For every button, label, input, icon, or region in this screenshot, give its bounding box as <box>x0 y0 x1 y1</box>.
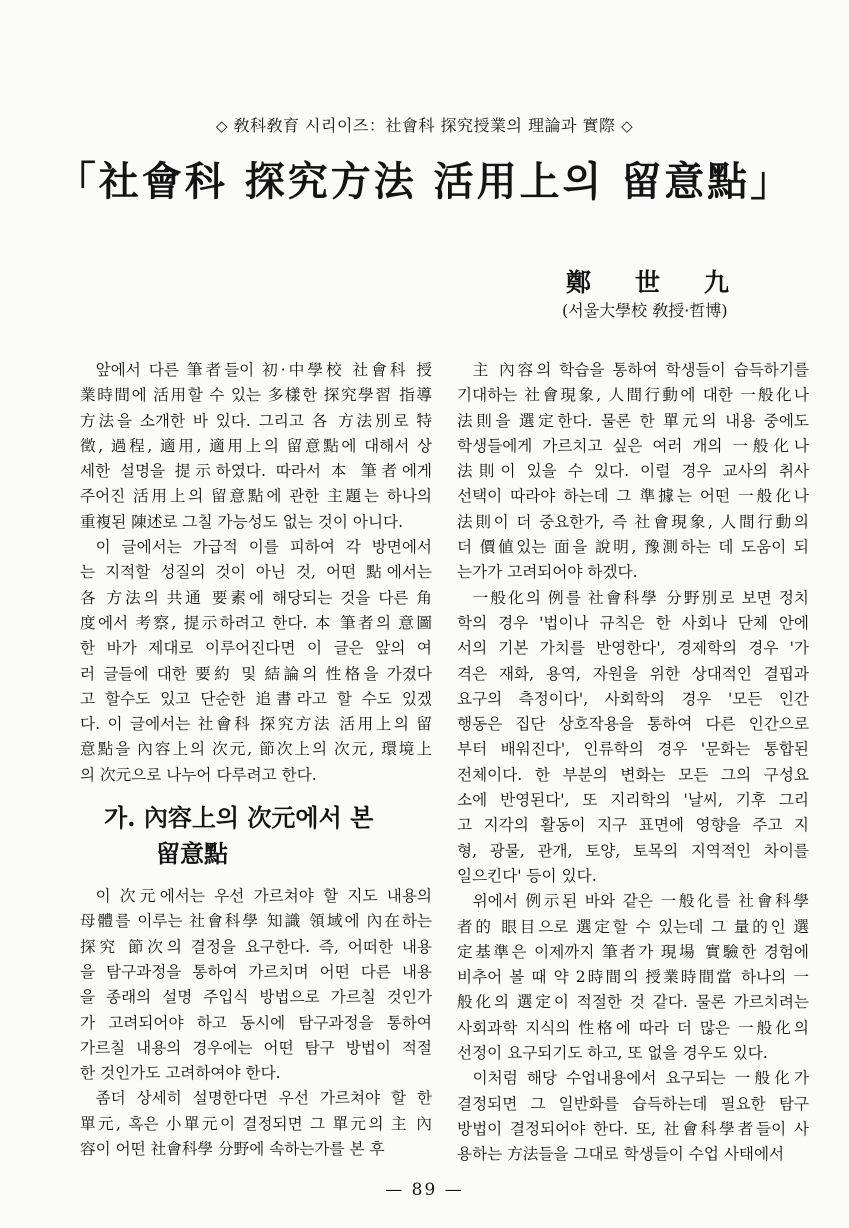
text-line: 주어진 活用上의 留意點에 관한 主題는 하나의 <box>80 487 432 506</box>
paragraph <box>457 358 809 586</box>
section-heading <box>80 800 432 872</box>
text-line: 학생들에게 가르치고 싶은 여러 개의 一般化나 <box>457 436 809 455</box>
text-line: 한 것인가도 고려하여야 한다. <box>80 1064 281 1083</box>
text-line: 학의 경우 '법이나 규칙은 한 사회나 단체 안에 <box>457 613 809 632</box>
text-line: 方法을 소개한 바 있다. 그리고 各 方法別로 特 <box>80 411 432 430</box>
paragraph <box>457 586 809 890</box>
text-line: 徵, 過程, 適用, 適用上의 留意點에 대해서 상 <box>80 436 432 455</box>
text-line: 고 지각의 활동이 지구 표면에 영향을 주고 지 <box>457 816 809 835</box>
section-heading-line2: 留意點 <box>156 839 228 869</box>
text-line: 러 글들에 대한 要約 및 結論의 性格을 가졌다 <box>80 664 432 683</box>
text-line: 결정되면 그 일반화를 습득하는데 필요한 탐구 <box>457 1094 809 1113</box>
text-line: 의 次元으로 나누어 다루려고 한다. <box>80 765 317 784</box>
text-line: 定基準은 이제까지 筆者가 現場 實驗한 경험에 <box>457 942 809 961</box>
paragraph <box>80 358 432 535</box>
text-line: 서의 기본 가치를 반영한다', 경제학의 경우 '가 <box>457 639 809 658</box>
author-name: 鄭世九 <box>566 268 774 297</box>
paragraph <box>80 1086 432 1162</box>
text-line: 般化의 選定이 적절한 것 같다. 물론 가르치려는 <box>457 993 809 1012</box>
page-number: — 89 — <box>385 1180 464 1200</box>
text-line: 法則이 있을 수 있다. 이럴 경우 교사의 취사 <box>457 462 809 481</box>
text-line: 容이 어떤 社會科學 分野에 속하는가를 본 후 <box>80 1140 385 1159</box>
text-line: 을 종래의 설명 주입식 방법으로 가르칠 것인가 <box>80 988 432 1007</box>
text-line: 各 方法의 共通 要素에 해당되는 것을 다른 角 <box>80 588 432 607</box>
diamond-icon: ◇ <box>621 117 634 135</box>
paragraph <box>80 884 432 1086</box>
series-text: 敎科敎育 시리이즈：社會科 探究授業의 理論과 實際 <box>233 116 616 135</box>
text-line: 重複된 陳述로 그칠 가능성도 없는 것이 아니다. <box>80 512 404 531</box>
text-line: 더 價値있는 面을 說明, 豫測하는 데 도움이 되 <box>457 538 809 557</box>
section-heading-line1: 가. 內容上의 次元에서 본 <box>104 803 374 833</box>
text-line: 전체이다. 한 부분의 변화는 모든 그의 구성요 <box>457 765 809 784</box>
text-line: 는가가 고려되어야 하겠다. <box>457 563 638 582</box>
text-line: 이 글에서는 가급적 이를 피하여 각 방면에서 <box>95 538 432 557</box>
text-line: 고 할수도 있고 단순한 追書라고 할 수도 있겠 <box>80 689 432 708</box>
text-line: 度에서 考察, 提示하려고 한다. 本 筆者의 意圖 <box>80 613 432 632</box>
text-line: 방법이 결정되어야 한다. 또, 社會科學者들이 사 <box>457 1119 809 1138</box>
text-line: 가 고려되어야 하고 동시에 탐구과정을 통하여 <box>80 1013 432 1032</box>
text-line: 일으킨다' 등이 있다. <box>457 866 597 885</box>
left-column <box>80 358 432 1162</box>
text-line: 행동은 집단 상호작용을 통하여 다른 인간으로 <box>457 715 809 734</box>
text-line: 사회과학 지식의 性格에 따라 더 많은 一般化의 <box>457 1018 809 1037</box>
text-line: 主 內容의 학습을 통하여 학생들이 습득하기를 <box>472 361 809 379</box>
text-line: 이 次元에서는 우선 가르쳐야 할 지도 내용의 <box>95 887 432 906</box>
text-line: 이처럼 해당 수업내용에서 요구되는 一般化가 <box>472 1069 809 1088</box>
text-line: 소에 반영된다', 또 지리학의 '날씨, 기후 그리 <box>457 791 809 810</box>
paragraph <box>80 535 432 788</box>
text-line: 一般化의 例를 社會科學 分野別로 보면 정치 <box>472 588 809 607</box>
text-line: 다. 이 글에서는 社會科 探究方法 活用上의 留 <box>80 715 432 734</box>
text-line: 격은 재화, 용역, 자원을 위한 상대적인 결핍과 <box>457 664 809 683</box>
series-line <box>0 113 849 136</box>
text-line: 는 지적할 성질의 것이 아닌 것, 어떤 點에서는 <box>80 563 432 582</box>
text-line: 을 탐구과정을 통하여 가르치며 어떤 다른 내용 <box>80 962 432 981</box>
text-line: 母體를 이루는 社會科學 知識 領域에 內在하는 <box>80 912 432 931</box>
text-line: 형, 광물, 관개, 토양, 토목의 지역적인 차이를 <box>457 841 809 860</box>
text-line: 용하는 方法들을 그대로 학생들이 수업 사태에서 <box>457 1145 785 1164</box>
text-line: 비추어 볼 때 약 2時間의 授業時間當 하나의 一 <box>457 968 809 987</box>
text-line: 業時間에 活用할 수 있는 多樣한 探究學習 指導 <box>80 386 432 405</box>
paragraph <box>457 1066 809 1167</box>
text-line: 세한 설명을 提示하였다. 따라서 本 筆者에게 <box>80 462 432 481</box>
text-line: 意點을 內容上의 次元, 節次上의 次元, 環境上 <box>80 740 432 759</box>
paragraph <box>457 889 809 1066</box>
text-line: 가르칠 내용의 경우에는 어떤 탐구 방법이 적절 <box>80 1038 432 1057</box>
text-line: 선택이 따라야 하는데 그 準據는 어떤 一般化나 <box>457 487 809 506</box>
text-line: 法則을 選定한다. 물론 한 單元의 내용 중에도 <box>457 411 809 430</box>
text-line: 부터 배워진다', 인류학의 경우 '문화는 통합된 <box>457 740 809 759</box>
text-line: 좀더 상세히 설명한다면 우선 가르쳐야 할 한 <box>95 1089 432 1108</box>
text-line: 위에서 例示된 바와 같은 一般化를 社會科學 <box>472 892 809 911</box>
text-line: 기대하는 社會現象, 人間行動에 대한 一般化나 <box>457 386 809 405</box>
author-affiliation: (서울大學校 敎授·哲博) <box>562 301 728 320</box>
text-line: 單元, 혹은 小單元이 결정되면 그 單元의 主 內 <box>80 1114 432 1133</box>
article-title: 「社會科 探究方法 活用上의 留意點」 <box>55 158 794 205</box>
right-column <box>457 358 809 1168</box>
text-line: 선정이 요구되기도 하고, 또 없을 경우도 있다. <box>457 1044 768 1063</box>
text-line: 요구의 측정이다', 사회학의 경우 '모든 인간 <box>457 689 809 708</box>
text-line: 法則이 더 중요한가, 즉 社會現象, 人間行動의 <box>457 512 809 531</box>
text-line: 한 바가 제대로 이루어진다면 이 글은 앞의 여 <box>80 639 432 658</box>
text-line: 探究 節次의 결정을 요구한다. 즉, 어떠한 내용 <box>80 937 432 956</box>
diamond-icon: ◇ <box>215 117 228 135</box>
text-line: 者的 眼目으로 選定할 수 있는데 그 量的인 選 <box>457 917 809 936</box>
text-line: 앞에서 다른 筆者들이 初·中學校 社會科 授 <box>95 361 432 379</box>
